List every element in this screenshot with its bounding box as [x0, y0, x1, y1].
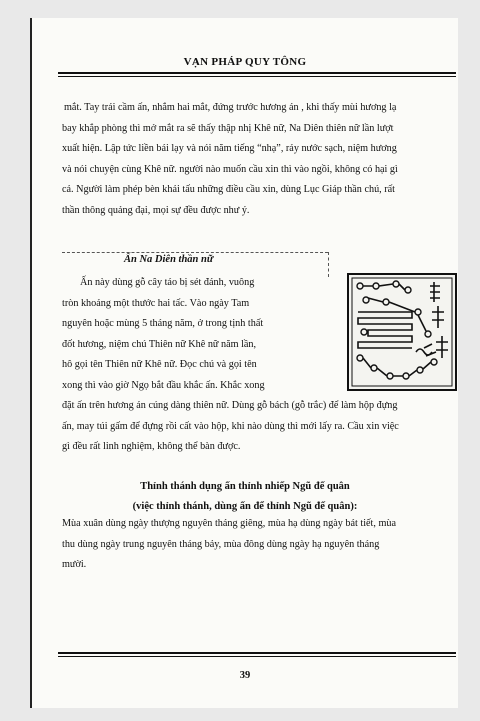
summon-paragraph — [62, 514, 452, 576]
running-header: VẠN PHÁP QUY TÔNG — [183, 56, 307, 68]
text-line: thần thông quảng đại, mọi sự đều được như ý. — [62, 204, 250, 216]
talisman-seal-image — [346, 272, 458, 392]
text-line: bay khắp phòng thì mở mắt ra sẽ thấy thập nhị Khê nữ, Na Diên thiên nữ lần lượt — [62, 122, 394, 134]
seal-description-full — [62, 396, 452, 458]
footer-rule-thick — [58, 652, 456, 654]
seal-section-title: Ấn Na Diên thần nữ — [124, 254, 214, 265]
text-line: mười. — [62, 559, 87, 570]
text-line: thu dùng ngày trung nguyên tháng bảy, mùa đông dùng ngày hạ nguyên tháng — [62, 538, 380, 550]
header-rule-thin — [58, 76, 456, 77]
text-line: Mùa xuân dùng ngày thượng nguyên tháng giêng, mùa hạ dùng ngày bát tiết, mùa — [62, 518, 397, 529]
text-line: Ấn này dùng gỗ cây táo bị sét đánh, vuông — [80, 277, 255, 288]
seal-description-wrapped — [62, 273, 342, 396]
footer-rule-thin — [58, 656, 456, 657]
text-line: mắt. Tay trái cầm ấn, nhắm hai mắt, đứng trước hương án , khi thấy mùi hương lạ — [64, 102, 397, 113]
text-line: nguyên hoặc mùng 5 tháng năm, ở trong tịnh thất — [62, 318, 264, 329]
text-line: và nói chuyện cùng Khê nữ. người nào muốn cầu xin thì vào ngồi, không có hại gì — [62, 163, 398, 175]
text-line: cả. Người làm phép bèn khải tấu những điều cầu xin, dùng Lục Giáp thần chú, rất — [62, 184, 395, 195]
header-rule-thick — [58, 72, 456, 74]
intro-paragraph — [62, 98, 452, 221]
text-line: xuất hiện. Lập tức liền bái lạy và nói năm tiếng “nhạ”, rảy nước sạch, niệm hương — [62, 143, 397, 154]
text-line: ấn, may túi gấm để đựng rồi cất vào hộp, khi nào dùng thì mới lấy ra. Cầu xin việc — [62, 420, 399, 432]
page-number: 39 — [239, 670, 251, 681]
text-line: gì đều rất linh nghiệm, không thể bàn được. — [62, 441, 241, 452]
text-line: hô gọi tên Thiên nữ Khê nữ. Đọc chú và gọi tên — [62, 359, 257, 370]
text-line: đặt ấn trên hương án cúng dàng thiên nữ. Dùng gỗ bách (gỗ trắc) để làm hộp đựng — [62, 400, 398, 411]
text-line: đốt hương, niệm chú Thiên nữ Khê nữ năm lần, — [62, 338, 257, 350]
summon-section-title: Thỉnh thánh dụng ấn thỉnh nhiếp Ngũ đế quân — [140, 481, 350, 492]
book-page — [30, 18, 458, 708]
text-line: tròn khoảng một thước hai tấc. Vào ngày Tam — [62, 297, 250, 309]
summon-section-subtitle: (việc thỉnh thánh, dùng ấn để thỉnh Ngũ đế quân): — [132, 501, 358, 512]
text-line: xong thì vào giờ Ngọ bắt đầu khắc ấn. Khắc xong — [62, 379, 265, 391]
